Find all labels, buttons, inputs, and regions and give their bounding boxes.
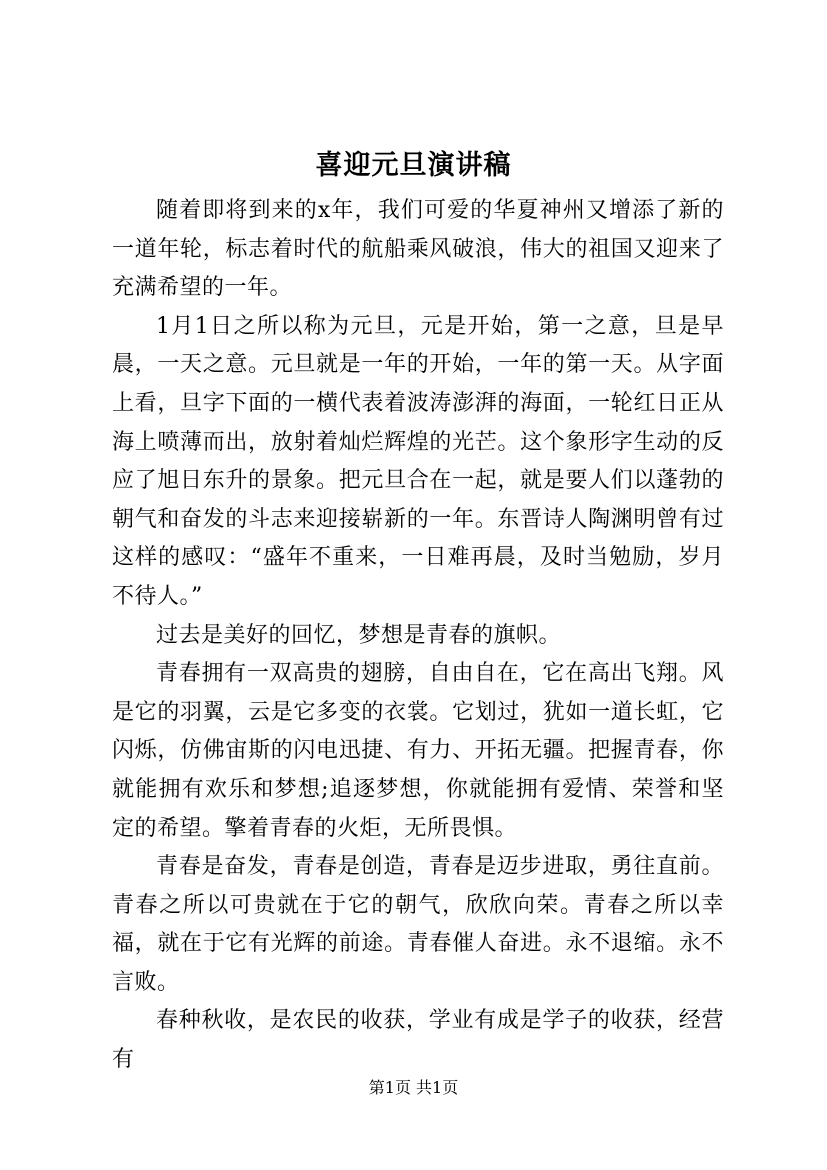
paragraph: 青春拥有一双高贵的翅膀，自由自在，它在高出飞翔。风是它的羽翼，云是它多变的衣裳。它划过，犹如一道长虹，它闪烁，仿佛宙斯的闪电迅捷、有力、开拓无疆。把握青春，你就能拥有欢乐和梦想;追逐梦想，你就能拥有爱情、荣誉和坚定的希望。擎着青春的火炬，无所畏惧。 xyxy=(112,661,724,841)
page-footer xyxy=(0,1077,827,1099)
paragraph: 过去是美好的回忆，梦想是青春的旗帜。 xyxy=(156,622,562,648)
document-body xyxy=(112,192,724,1080)
paragraph: 随着即将到来的x年，我们可爱的华夏神州又增添了新的一道年轮，标志着时代的航船乘风破浪，伟大的祖国又迎来了充满希望的一年。 xyxy=(112,198,724,301)
paragraph: 青春是奋发，青春是创造，青春是迈步进取，勇往直前。青春之所以可贵就在于它的朝气，欣欣向荣。青春之所以幸福，就在于它有光辉的前途。青春催人奋进。永不退缩。永不言败。 xyxy=(112,854,724,995)
page-number: 第1页 共1页 xyxy=(368,1078,459,1097)
document-title: 喜迎元旦演讲稿 xyxy=(315,150,512,181)
paragraph: 1月1日之所以称为元旦，元是开始，第一之意，旦是早晨，一天之意。元旦就是一年的开始，一年的第一天。从字面上看，旦字下面的一横代表着波涛澎湃的海面，一轮红日正从海上喷薄而出，放射着灿烂辉煌的光芒。这个象形字生动的反应了旭日东升的景象。把元旦合在一起，就是要人们以蓬勃的朝气和奋发的斗志来迎接崭新的一年。东晋诗人陶渊明曾有过这样的感叹：“盛年不重来，一日难再晨，及时当勉励，岁月不待人。” xyxy=(112,313,724,609)
paragraph: 春种秋收，是农民的收获，学业有成是学子的收获，经营有 xyxy=(112,1008,724,1073)
